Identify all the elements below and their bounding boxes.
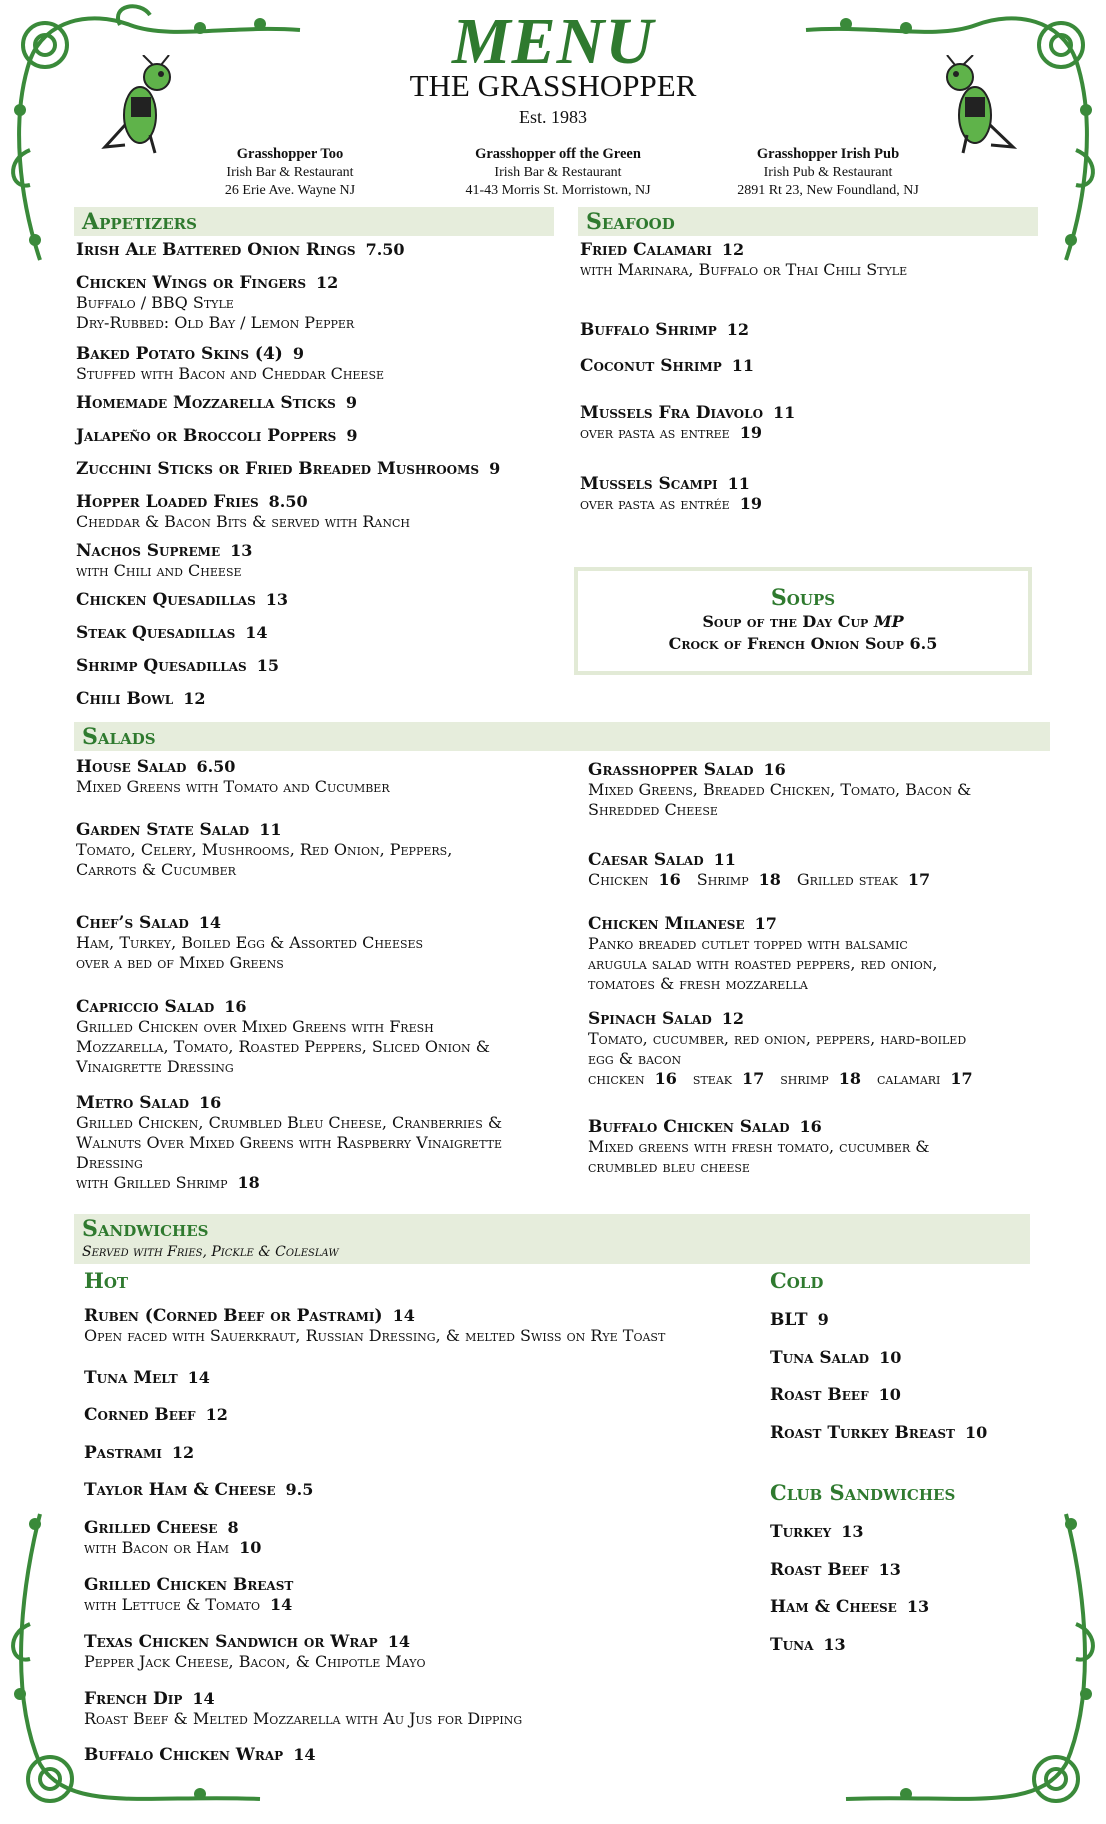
item-name: Pastrami: [84, 1443, 162, 1463]
item-price: 9: [345, 393, 357, 412]
addon-name: calamari: [876, 1069, 941, 1088]
menu-item: [580, 320, 1050, 340]
item-price: 14: [187, 1368, 210, 1387]
addon-name: shrimp: [780, 1069, 829, 1088]
item-description: arugula salad with roasted peppers, red onion,: [588, 954, 938, 973]
item-price: 11: [773, 403, 796, 422]
item-name: Buffalo Shrimp: [580, 320, 717, 340]
addon-price: 18: [838, 1069, 861, 1088]
item-price: 19: [739, 423, 762, 442]
established-year: Est. 1983: [518, 107, 587, 127]
menu-item: [76, 426, 566, 446]
item-name: Grilled Chicken Breast: [84, 1575, 294, 1595]
item-price: 12: [721, 240, 745, 259]
menu-item: [770, 1560, 1030, 1580]
item-name: Buffalo Chicken Salad: [588, 1117, 790, 1137]
item-name: Texas Chicken Sandwich or Wrap: [84, 1632, 378, 1652]
item-name: Jalapeño or Broccoli Poppers: [76, 426, 337, 446]
item-name: Caesar Salad: [588, 850, 704, 870]
item-price: 14: [245, 623, 268, 642]
salads-header: [74, 722, 1050, 751]
cold-title: Cold: [770, 1268, 824, 1293]
item-price: 11: [259, 820, 282, 839]
restaurant-name: THE GRASSHOPPER: [409, 68, 697, 103]
item-description: Stuffed with Bacon and Cheddar Cheese: [76, 364, 385, 383]
item-description: with Marinara, Buffalo or Thai Chili Style: [580, 260, 908, 279]
menu-item: [76, 656, 566, 676]
location-name: Grasshopper Irish Pub: [756, 146, 900, 162]
item-price: 10: [879, 1348, 902, 1367]
item-price: 19: [739, 494, 762, 513]
item-price: 13: [906, 1597, 930, 1616]
item-price: 14: [192, 1689, 215, 1708]
item-description: Tomato, Celery, Mushrooms, Red Onion, Peppers,: [76, 840, 453, 859]
item-price: 13: [823, 1635, 846, 1654]
item-name: Nachos Supreme: [76, 541, 221, 561]
item-description: Mixed greens with fresh tomato, cucumber &: [588, 1137, 930, 1156]
item-name: Hopper Loaded Fries: [76, 492, 259, 512]
item-name: Chicken Wings or Fingers: [76, 273, 307, 293]
item-name: BLT: [770, 1310, 808, 1330]
item-name: French Dip: [84, 1689, 183, 1709]
menu-item: [76, 689, 566, 709]
seafood-header: [578, 207, 1038, 236]
item-price: 6.50: [196, 757, 236, 776]
menu-item: [588, 914, 1048, 994]
menu-item: [588, 1117, 1048, 1177]
item-name: Mussels Fra Diavolo: [580, 403, 764, 423]
item-name: Buffalo Chicken Wrap: [84, 1745, 284, 1765]
item-description: Grilled Chicken over Mixed Greens with Fresh: [76, 1017, 434, 1036]
item-name: Coconut Shrimp: [580, 356, 722, 376]
item-name: Zucchini Sticks or Fried Breaded Mushrooms: [76, 459, 480, 479]
item-name: Chicken Milanese: [588, 914, 745, 934]
item-description: Cheddar & Bacon Bits & served with Ranch: [76, 512, 411, 531]
menu-item: [84, 1745, 764, 1765]
item-name: Roast Beef: [770, 1385, 869, 1405]
item-price: 12: [205, 1405, 228, 1424]
item-description: Carrots & Cucumber: [76, 860, 236, 879]
item-description: egg & bacon: [588, 1049, 682, 1068]
menu-item: [76, 997, 576, 1077]
hot-title: Hot: [84, 1268, 129, 1293]
menu-item: [76, 590, 566, 610]
item-description: Shredded Cheese: [588, 800, 718, 819]
club-sandwiches-title: Club Sandwiches: [770, 1480, 956, 1505]
item-name: Metro Salad: [76, 1093, 189, 1113]
menu-item: [84, 1632, 764, 1672]
item-price: 9: [346, 426, 358, 445]
menu-item: [580, 403, 1050, 443]
item-description: Mixed Greens with Tomato and Cucumber: [76, 777, 390, 796]
item-price: 16: [198, 1093, 222, 1112]
item-price: 12: [316, 273, 339, 292]
item-description: Walnuts Over Mixed Greens with Raspberry Vinaigrette: [76, 1133, 502, 1152]
item-price: 14: [198, 913, 222, 932]
item-description: Pepper Jack Cheese, Bacon, & Chipotle Mayo: [84, 1652, 426, 1671]
item-description: over pasta as entrée: [580, 494, 730, 513]
item-name: Roast Turkey Breast: [770, 1423, 955, 1443]
soups-box: [574, 567, 1032, 675]
item-name: Tuna Melt: [84, 1368, 178, 1388]
item-name: Ham & Cheese: [770, 1597, 897, 1617]
location-type: Irish Pub & Restaurant: [763, 165, 893, 180]
item-name: Fried Calamari: [580, 240, 712, 260]
item-name: Corned Beef: [84, 1405, 196, 1425]
item-description: with Chili and Cheese: [76, 561, 242, 580]
section-title: Salads: [82, 724, 156, 750]
item-description: tomatoes & fresh mozzarella: [588, 974, 808, 993]
item-name: Steak Quesadillas: [76, 623, 236, 643]
item-price: 11: [731, 356, 755, 375]
item-name: Capriccio Salad: [76, 997, 215, 1017]
sandwiches-subtitle: Served with Fries, Pickle & Coleslaw: [82, 1244, 339, 1260]
item-price: 14: [387, 1632, 410, 1651]
menu-item: [84, 1518, 764, 1558]
menu-item: [580, 356, 1050, 376]
menu-item: [588, 850, 1048, 890]
menu-item: [770, 1385, 1030, 1405]
item-name: Tuna Salad: [770, 1348, 870, 1368]
menu-item: [76, 820, 576, 880]
celtic-vine-ornament-bottom-right: [786, 1494, 1106, 1824]
item-price: 13: [265, 590, 289, 609]
addon-name: chicken: [588, 1069, 645, 1088]
menu-item: [76, 913, 576, 973]
item-price: 12: [726, 320, 750, 339]
location-address: 26 Erie Ave. Wayne NJ: [224, 183, 356, 198]
item-name: Shrimp Quesadillas: [76, 656, 247, 676]
item-name: Tuna: [770, 1635, 814, 1655]
menu-title: MENU: [451, 5, 655, 78]
item-price: 13: [230, 541, 253, 560]
item-description: Buffalo / BBQ Style: [76, 293, 234, 312]
menu-item: [770, 1348, 1030, 1368]
addon-name: steak: [692, 1069, 732, 1088]
item-description: Vinaigrette Dressing: [76, 1057, 234, 1076]
addon-price: 17: [742, 1069, 765, 1088]
item-price: 9: [817, 1310, 829, 1329]
item-price: 12: [183, 689, 206, 708]
menu-item: [84, 1575, 764, 1615]
sandwiches-header: [74, 1214, 1030, 1264]
item-price: 9: [489, 459, 501, 478]
menu-item: [84, 1368, 764, 1388]
section-title: Appetizers: [82, 209, 197, 235]
item-price: 15: [256, 656, 279, 675]
section-title: Seafood: [586, 209, 675, 235]
item-description: Mixed Greens, Breaded Chicken, Tomato, Bacon &: [588, 780, 972, 799]
section-title: Sandwiches: [82, 1216, 209, 1242]
item-price: 14: [293, 1745, 316, 1764]
soup-of-the-day: Soup of the Day Cup MP: [702, 612, 904, 631]
menu-item: [76, 459, 566, 479]
item-description: Ham, Turkey, Boiled Egg & Assorted Cheeses: [76, 933, 424, 952]
menu-item: [588, 760, 1048, 820]
menu-item: [76, 541, 566, 581]
addon-price: 17: [950, 1069, 973, 1088]
location-1: [140, 145, 440, 200]
item-price: 10: [964, 1423, 988, 1442]
addon-price: 16: [658, 870, 681, 889]
location-type: Irish Bar & Restaurant: [226, 165, 354, 180]
menu-item: [770, 1310, 1030, 1330]
location-3: [678, 145, 978, 200]
item-price: 7.50: [365, 240, 405, 259]
menu-item: [76, 623, 566, 643]
addon-price: 16: [654, 1069, 677, 1088]
menu-item: [76, 1093, 576, 1193]
item-price: 12: [171, 1443, 195, 1462]
item-name: Irish Ale Battered Onion Rings: [76, 240, 356, 260]
item-name: Spinach Salad: [588, 1009, 712, 1029]
soups-title: Soups: [770, 585, 836, 611]
location-address: 41-43 Morris St. Morristown, NJ: [465, 183, 651, 198]
menu-item: [76, 240, 566, 260]
menu-item: [84, 1405, 764, 1425]
item-price: 14: [392, 1306, 415, 1325]
item-price: 17: [754, 914, 777, 933]
addon-name: Shrimp: [696, 870, 749, 889]
item-name: Grilled Cheese: [84, 1518, 218, 1538]
menu-item: [770, 1522, 1030, 1542]
menu-item: [84, 1689, 764, 1729]
item-name: Garden State Salad: [76, 820, 250, 840]
menu-item: [76, 344, 566, 384]
item-price: 9.5: [285, 1480, 314, 1499]
addon-name: Grilled steak: [796, 870, 898, 889]
location-type: Irish Bar & Restaurant: [494, 165, 622, 180]
item-description: Tomato, cucumber, red onion, peppers, hard-boiled: [588, 1029, 967, 1048]
item-price: 11: [713, 850, 736, 869]
menu-item: [770, 1597, 1030, 1617]
menu-item: [76, 273, 566, 333]
menu-item: [588, 1009, 1048, 1089]
menu-item: [580, 240, 1050, 280]
item-name: Grasshopper Salad: [588, 760, 754, 780]
item-name: Homemade Mozzarella Sticks: [76, 393, 336, 413]
location-2: [408, 145, 708, 200]
menu-item: [76, 492, 566, 532]
item-name: Chicken Quesadillas: [76, 590, 256, 610]
location-address: 2891 Rt 23, New Foundland, NJ: [737, 183, 919, 198]
location-name: Grasshopper off the Green: [475, 146, 641, 162]
menu-item: [84, 1480, 764, 1500]
item-price: 14: [269, 1595, 293, 1614]
item-price: 13: [878, 1560, 901, 1579]
item-price: 10: [878, 1385, 901, 1404]
item-name: Roast Beef: [770, 1560, 869, 1580]
item-price: 16: [763, 760, 786, 779]
item-description: Dry-Rubbed: Old Bay / Lemon Pepper: [76, 313, 355, 332]
item-description: over pasta as entree: [580, 423, 730, 442]
menu-item: [770, 1635, 1030, 1655]
item-description: Grilled Chicken, Crumbled Bleu Cheese, Cranberries &: [76, 1113, 503, 1132]
menu-item: [76, 393, 566, 413]
item-description: Panko breaded cutlet topped with balsamic: [588, 934, 908, 953]
item-price: 18: [237, 1173, 260, 1192]
item-price: 9: [292, 344, 304, 363]
item-description: over a bed of Mixed Greens: [76, 953, 284, 972]
addon-price: 18: [758, 870, 781, 889]
menu-item: [84, 1443, 764, 1463]
item-description: with Bacon or Ham: [84, 1538, 230, 1557]
item-description: Dressing: [76, 1153, 143, 1172]
item-price: 16: [799, 1117, 822, 1136]
item-price: 10: [239, 1538, 262, 1557]
appetizers-header: [74, 207, 554, 236]
item-description: Roast Beef & Melted Mozzarella with Au Jus for Dipping: [84, 1709, 523, 1728]
item-price: 8: [227, 1518, 239, 1537]
item-price: 12: [721, 1009, 745, 1028]
item-price: 16: [224, 997, 247, 1016]
item-name: Taylor Ham & Cheese: [84, 1480, 276, 1500]
menu-item: [84, 1306, 764, 1346]
item-name: Ruben (Corned Beef or Pastrami): [84, 1306, 383, 1326]
item-price: 8.50: [268, 492, 308, 511]
item-description: crumbled bleu cheese: [588, 1157, 750, 1176]
item-price: 13: [841, 1522, 864, 1541]
item-name: Chili Bowl: [76, 689, 174, 709]
french-onion-soup: Crock of French Onion Soup 6.5: [668, 634, 938, 653]
menu-item: [580, 474, 1050, 514]
addon-price: 17: [907, 870, 931, 889]
item-name: Chef’s Salad: [76, 913, 189, 933]
menu-item: [76, 757, 576, 797]
menu-item: [770, 1423, 1030, 1443]
item-name: House Salad: [76, 757, 187, 777]
item-description: Mozzarella, Tomato, Roasted Peppers, Sliced Onion &: [76, 1037, 490, 1056]
item-description: with Lettuce & Tomato: [84, 1595, 260, 1614]
item-name: Baked Potato Skins (4): [76, 344, 283, 364]
location-name: Grasshopper Too: [236, 146, 344, 162]
item-description: Open faced with Sauerkraut, Russian Dressing, & melted Swiss on Rye Toast: [84, 1326, 666, 1345]
item-name: Turkey: [770, 1522, 832, 1542]
item-name: Mussels Scampi: [580, 474, 718, 494]
addon-name: Chicken: [588, 870, 649, 889]
item-extra: with Grilled Shrimp: [76, 1173, 228, 1192]
item-price: 11: [727, 474, 750, 493]
